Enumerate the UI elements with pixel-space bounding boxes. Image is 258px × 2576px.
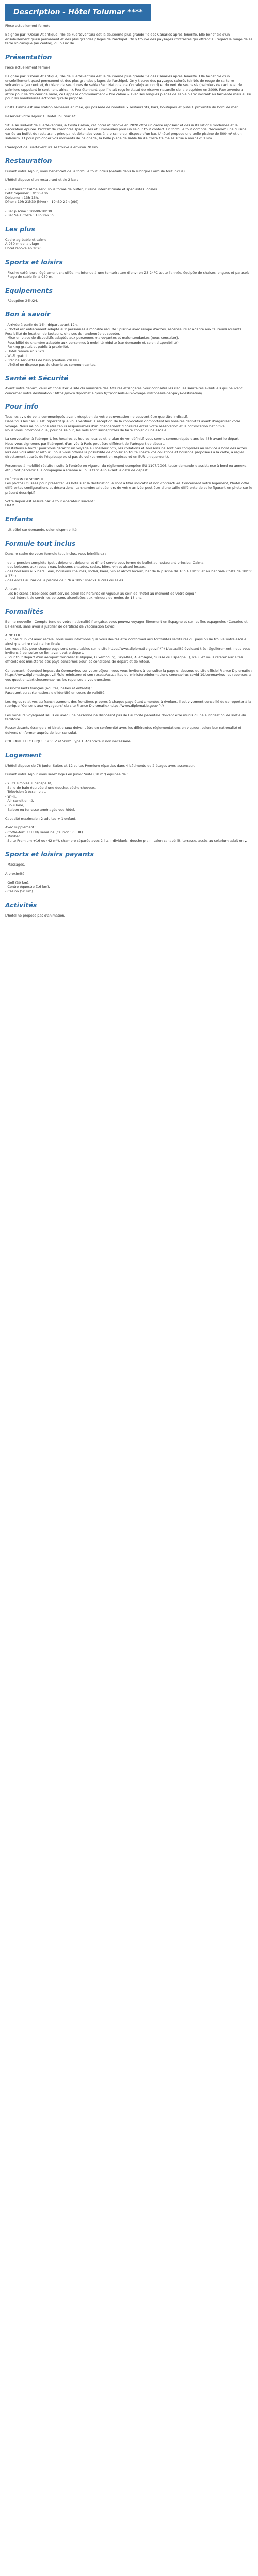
section-heading: Présentation xyxy=(5,53,52,61)
section-heading: Formule tout inclus xyxy=(5,539,76,547)
section-paragraph: À proximité : xyxy=(5,871,27,876)
section-paragraph: PRÉCISION DESCRIPTIF Les photos utilisées pour présenter les hôtels et la destination le sont à titre indicatif et non contractuel. Concernant votre logement, l'hôtel offre différentes configurations et décorations. La chambre allouée lors de votre arrivée peut être d'une taille différente de celle figurant en photo sur le présent descriptif. xyxy=(5,477,252,495)
section-heading: Restauration xyxy=(5,157,52,165)
section-paragraph: - 2 lits simples + canapé lit, - Salle de bain équipée d'une douche, sèche-cheveux, - Télévision à écran plat, - Wi-Fi, - Air conditionné, - Bouilloire, - Balcon ou terrasse aménagés vue hôtel. xyxy=(5,781,96,812)
section-paragraph: La convocation à l'aéroport, les horaires et heures locales et le plan de vol définitif vous seront communiqués dans les 48h avant le départ. Nous vous signerons par l'aéroport d'arrivée à Paris peut être différent de l'aéroport de départ. Prestations à bord : pour vous garantir un voyage au meilleur prix, les collations et boissons ne sont pas comprises au service à bord des accès lors des vols aller et retour : nous vous offrons la possibilité de choisir en toute liberté vos collations et boissons proposées à la carte, à régler directement auprès de l'équipage ou si pas du vol (paiement en espèces et en EUR uniquement). xyxy=(5,437,247,459)
section-paragraph: L'aéroport de Fuerteventura se trouve à environ 70 km. xyxy=(5,145,99,149)
section xyxy=(5,24,253,46)
section-paragraph: - Bar piscine : 10h00-18h30. - Bar Sala Costa : 18h30-23h. xyxy=(5,209,55,218)
section-paragraph: Les mineurs voyageant seuls ou avec une personne ne disposant pas de l'autorité parentale doivent être munis d'une autorisation de sortie du territoire. xyxy=(5,713,246,722)
section-heading: Les plus xyxy=(5,225,35,233)
sections-container xyxy=(5,24,253,918)
section xyxy=(5,850,253,893)
section-paragraph: Durant votre séjour vous serez logés en Junior Suite (38 m²) équipée de : xyxy=(5,772,128,776)
section xyxy=(5,225,253,251)
section-paragraph: Les règles relatives au franchissement des frontières propres à chaque pays étant amenées à évoluer, il est vivement conseillé de se reporter à la rubrique "Conseils aux voyageurs" du site France Diplomatie.(https://www.diplomatie.gouv.fr/) xyxy=(5,699,252,708)
section-paragraph: Avant votre départ, veuillez consulter le site du ministère des Affaires étrangères pour connaître les risques sanitaires éventuels qui peuvent concerner votre destination : https://www.diplomatie.gouv.fr/fr/conseils-aux-voyageurs/conseils-par-pays-destination/ xyxy=(5,386,243,395)
section-paragraph: Ressortissants français (adultes, bébés et enfants) : Passeport ou carte nationale d'identité en cours de validité. xyxy=(5,686,106,695)
section-paragraph: À noter : - Les boissons alcoolisées sont servies selon les horaires en vigueur au sein de l'hôtel au moment de votre séjour. - Il est interdit de servir les boissons alcoolisées aux mineurs de moins de 18 ans. xyxy=(5,587,197,600)
section-paragraph: Dans le cadre de votre formule tout inclus, vous bénéficiez : xyxy=(5,551,106,556)
section-paragraph: Concernant l'éventuel impact du Coronavirus sur votre séjour, nous vous invitons à consulter la page ci-dessous du site officiel France Diplomatie : https://www.diplomatie.gouv.fr/fr/le-ministere-et-son-reseau/actualites-du-ministere/informations-coronavirus-covid-19/coronavirus-les-reponses-a-vos-questions/article/coronavirus-les-reponses-a-vos-questions xyxy=(5,668,253,682)
section-paragraph: Ressortissants étrangers et binationaux doivent être en conformité avec les différentes réglementations en vigueur, selon leur nationalité et doivent s'informer auprès de leur consulat. xyxy=(5,726,242,735)
section xyxy=(5,53,253,149)
section-paragraph: L'hôtel dispose de 78 Junior Suites et 12 suites Premium réparties dans 4 bâtiments de 2 étages avec ascenseur. xyxy=(5,763,195,768)
section xyxy=(5,310,253,367)
section-paragraph: A NOTER : - En cas d'un vol avec escale, nous vous informons que vous devrez être conformes aux formalités sanitaires du pays où se trouve votre escale ainsi que votre destination finale. Les modalités pour chaque pays sont consultables sur le site https://www.diplomatie.gouv.fr/fr/ L'actualité évoluant très régulièrement, nous vous invitons à consulter ce lien avant votre départ. - Pour tout départ d'un aéroport frontalier (Belgique, Luxembourg, Pays-Bas, Allemagne, Suisse ou Espagne...), veuillez vous référer aux sites officiels des ministères des pays concernés pour les conditions de départ et de retour. xyxy=(5,633,251,664)
section-paragraph: Costa Calma est une station balnéaire animée, qui possède de nombreux restaurants, bars, boutiques et pubs à proximité du bord de mer. xyxy=(5,105,239,110)
section xyxy=(5,607,253,744)
section-heading: Activités xyxy=(5,901,37,909)
section-paragraph: Cadre agréable et calme À 950 m de la plage Hôtel rénové en 2020 xyxy=(5,237,47,250)
section-paragraph: - Arrivée à partir de 14h, départ avant 12h. - L'hôtel est entièrement adapté aux personnes à mobilité réduite : piscine avec rampe d'accès, ascenseurs et adapté aux fauteuils roulants. Possibilité de location de fauteuils, chaises de randonnée et scooter. - Mise en place de dispositifs adaptés aux personnes malvoyantes et malentendantes (nous consulter). - Possibilité de chambre adaptée aux personnes à mobilité réduite (sur demande et selon disponibilité). - Parking gratuit et public à proximité. - Hôtel rénové en 2020. - Wi-Fi gratuit. - Prêt de serviettes de bain (caution 20EUR). - L'hôtel ne dispose pas de chambres communicantes. xyxy=(5,323,243,367)
section xyxy=(5,258,253,279)
section xyxy=(5,157,253,218)
section-paragraph: Situé au sud-est de Fuerteventura, à Costa Calma, cet hôtel 4* rénové en 2020 offre un cadre reposant et des installations modernes et la décoration épurée. Profitez de chambres spacieuses et lumineuses pour un séjour tout confort. En formule tout compris, découvrez une cuisine variée au buffet du restaurant principal et détendez-vous à la piscine qui dispose d'un bar. L'hôtel propose une belle piscine de 500 m² et un solarium. Et pour prolonger vos moments de baignade, la belle plage de sable fin de Costa Calma se situe à moins d' 1 km. xyxy=(5,123,247,141)
section-heading: Equipements xyxy=(5,286,53,294)
section-paragraph: - Restaurant Calma servi sous forme de buffet, cuisine internationale et spécialités locales. Petit déjeuner : 7h30-10h. Déjeuner : 13h-15h. Dîner : 19h-21h30 (hiver) - 19h30-22h (été). xyxy=(5,187,158,205)
description-banner: Description - Hôtel Tolumar **** xyxy=(5,4,151,21)
section-paragraph: Bonne nouvelle : Compte tenu de votre nationalité française, vous pouvez voyager librement en Espagne et sur les îles espagnoles (Canaries et Baléares), sans avoir à justifier de certificat de vaccination Covid. xyxy=(5,620,248,629)
section-paragraph: - Lit bébé sur demande, selon disponibilité. xyxy=(5,527,78,532)
section-paragraph: Personnes à mobilité réduite : suite à l'entrée en vigueur du règlement européen EU 1107/2006, toute demande d'assistance à bord ou annexe, etc.) doit parvenir à la compagnie aérienne au plus tard 48h avant la date de départ. xyxy=(5,464,248,472)
section-paragraph: L'hôtel dispose d'un restaurant et de 2 bars : xyxy=(5,178,81,182)
section-paragraph: - de la pension complète (petit déjeuner, déjeuner et dîner) servie sous forme de buffet au restaurant principal Calma. - des boissons aux repas : eau, boissons chaudes, sodas, bière, vin et alcool locaux. - des boissons aux bars : eau, boissons chaudes, sodas, bière, vin et alcool locaux, bar de la piscine de 10h à 18h30 et au bar Sala Costa de 18h30 à 23h). - des encas au bar de la piscine de 17h à 18h : snacks sucrés ou salés. xyxy=(5,560,253,583)
section-paragraph: Baignée par l'Océan Atlantique, l'île de Fuerteventura est la deuxième plus grande île des Canaries après Tenerife. Elle bénéficie d'un ensoleillement quasi permanent et des plus grandes plages de l'archipel. On y trouve des paysages contrastés qui offrent au regard le rouge de sa terre volcanique (au centre), du blanc de... xyxy=(5,32,253,46)
section-heading: Enfants xyxy=(5,515,33,523)
section-paragraph: - Réception 24h/24. xyxy=(5,298,38,303)
section-paragraph: Pièce actuellement fermée xyxy=(5,24,51,28)
section-heading: Sports et loisirs payants xyxy=(5,850,94,858)
section-heading: Pour info xyxy=(5,402,39,411)
section-paragraph: Capacité maximale : 2 adultes + 1 enfant. xyxy=(5,816,77,821)
section-paragraph: Pièce actuellement fermée xyxy=(5,65,51,70)
section xyxy=(5,402,253,507)
section-paragraph: Baignée par l'Océan Atlantique, l'île de Fuerteventura est la deuxième plus grande île des Canaries après Tenerife. Elle bénéficie d'un ensoleillement quasi permanent et des plus grandes plages de l'archipel. On y trouve des paysages colorés teintés de rouge de sa terre volcanique (au centre), du blanc de ses dunes de sable (Parc National de Corralejo au nord) et du vert de ses oasis (palmiers de cactus et de palmiers rappelant le continent africain). Peu étonnant que l'île ait reçu le statut de réserve naturelle de la biosphère en 2009. Fuerteventura attire pour sa douceur de vivre, ce l'appelle communément « l'île calme » avec ses longues plages de sable blanc invitant au farniente mais aussi pour les nombreuses activités qu'elle propose. xyxy=(5,74,251,101)
section-paragraph: Avec supplément : - Coffre-fort, 11EUR/ semaine (caution 50EUR). - Minibar. - Suite Premium +16 ou (42 m²), chambre séparée avec 2 lits individuels, douche plain, salon canapé-lit, terrasse, accès au solarium adult only. xyxy=(5,825,247,843)
section xyxy=(5,901,253,918)
section-heading: Logement xyxy=(5,751,42,759)
section-paragraph: Réservez votre séjour à l'hôtel Tolumar 4*: xyxy=(5,114,77,118)
section xyxy=(5,751,253,843)
section xyxy=(5,374,253,395)
section-paragraph: Durant votre séjour, vous bénéficiez de la formule tout inclus (détails dans la rubrique Formule tout inclus). xyxy=(5,169,186,174)
section-heading: Santé et Sécurité xyxy=(5,374,69,382)
section-paragraph: Votre séjour est assuré par le tour opérateur suivant : FRAM xyxy=(5,499,95,508)
section-heading: Sports et loisirs xyxy=(5,258,63,266)
section-paragraph: - Piscine extérieure légèrement chauffée, maintenue à une température d'environ 23-24°C toute l'année, équipée de chaises longues et parasols. - Plage de sable fin à 950 m. xyxy=(5,270,251,279)
section xyxy=(5,515,253,532)
section-paragraph: COURANT ELECTRIQUE : 230 V et 50Hz. Type F. Adaptateur non nécessaire. xyxy=(5,739,132,744)
section xyxy=(5,286,253,303)
section-paragraph: Tous les avis de voila communiqués avant réception de votre convocation ne peuvent être que titre indicatif. Dans tous les cas, il est impératif que vous vérifiiez la réception de la convocation comportant les horaires définitifs avant d'organiser votre voyage. Nous ne pouvons être tenus responsables d'un changement d'horaires entre votre réservation et la convocation définitive. Nous vous informons que, pour ce séjour, les vols sont susceptibles de faire l'objet d'une escale. xyxy=(5,415,240,433)
section-paragraph: - Massages. xyxy=(5,862,25,867)
section-paragraph: L'hôtel ne propose pas d'animation. xyxy=(5,913,66,918)
section-paragraph: - Golf (30 km), - Centre équestre (16 km), - Casino (50 km). xyxy=(5,880,50,893)
section xyxy=(5,539,253,601)
description-page xyxy=(0,0,258,927)
section-heading: Formalités xyxy=(5,607,44,616)
section-heading: Bon à savoir xyxy=(5,310,51,318)
